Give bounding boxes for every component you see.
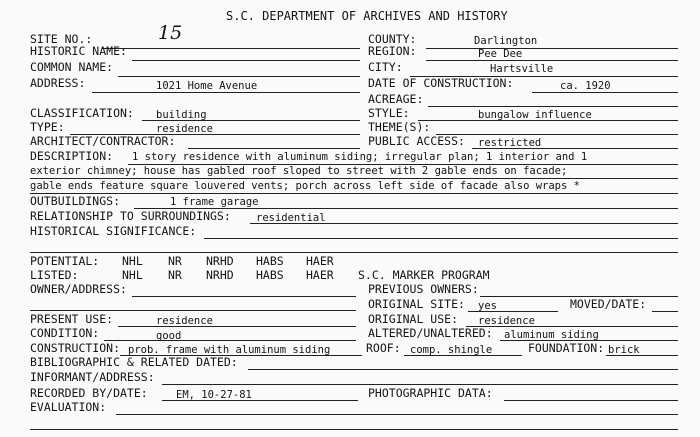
classification-value: building	[156, 109, 207, 121]
site-no-label: SITE NO.:	[30, 32, 93, 46]
public-access-label: PUBLIC ACCESS:	[368, 134, 465, 148]
present-use-line	[118, 326, 356, 327]
outbuildings-label: OUTBUILDINGS:	[30, 194, 121, 208]
recorded-by-value: EM, 10-27-81	[176, 389, 252, 401]
evaluation-line	[116, 414, 678, 415]
acreage-label: ACREAGE:	[368, 92, 424, 106]
address-label: ADDRESS:	[30, 76, 86, 90]
outbuildings-value: 1 frame garage	[170, 196, 259, 208]
significance-line	[204, 238, 678, 239]
region-line	[426, 60, 678, 61]
evaluation-label: EVALUATION:	[30, 400, 107, 414]
recorded-by-label: RECORDED BY/DATE:	[30, 386, 148, 400]
description-rule-3	[30, 193, 678, 194]
present-use-value: residence	[156, 315, 213, 327]
address-value: 1021 Home Avenue	[156, 80, 258, 92]
original-use-label: ORIGINAL USE:	[368, 312, 459, 326]
relationship-value: residential	[256, 212, 326, 224]
potential-label: POTENTIAL:	[30, 254, 100, 268]
marker-program-label: S.C. MARKER PROGRAM	[358, 268, 490, 282]
listed-haer: HAER	[306, 268, 334, 282]
potential-nr: NR	[168, 254, 182, 268]
region-label: REGION:	[368, 44, 417, 58]
county-value: Darlington	[474, 35, 538, 47]
construction-value: prob. frame with aluminum siding	[128, 344, 331, 356]
themes-line	[436, 134, 678, 135]
date-of-construction-line	[532, 92, 678, 93]
date-of-construction-label: DATE OF CONSTRUCTION:	[368, 76, 514, 90]
historic-name-label: HISTORIC NAME:	[30, 44, 127, 58]
bibliographic-line	[248, 369, 678, 370]
address-line	[92, 92, 360, 93]
site-no-value: 15	[158, 22, 183, 44]
city-label: CITY:	[368, 60, 403, 74]
owner-address-line-2	[30, 310, 356, 311]
altered-value: aluminum siding	[504, 329, 599, 341]
moved-date-label: MOVED/DATE:	[570, 297, 647, 311]
description-rule-2	[30, 178, 678, 179]
construction-label: CONSTRUCTION:	[30, 341, 121, 355]
roof-value: comp. shingle	[410, 344, 493, 356]
description-line-2: exterior chimney; house has gabled roof sloped to street with 2 gable ends on facade;	[30, 165, 568, 177]
common-name-label: COMMON NAME:	[30, 60, 114, 74]
listed-nrhd: NRHD	[206, 268, 234, 282]
previous-owners-label: PREVIOUS OWNERS:	[368, 282, 479, 296]
city-value: Hartsville	[490, 63, 554, 75]
date-of-construction-value: ca. 1920	[560, 80, 611, 92]
present-use-label: PRESENT USE:	[30, 312, 114, 326]
description-line-3: gable ends feature square louvered vents; porch across left side of facade also wraps *	[30, 180, 580, 192]
architect-label: ARCHITECT/CONTRACTOR:	[30, 134, 176, 148]
condition-line	[104, 340, 356, 341]
description-line-1: 1 story residence with aluminum siding; irregular plan; 1 interior and 1	[132, 151, 588, 163]
architect-line	[188, 148, 360, 149]
county-label: COUNTY:	[368, 32, 417, 46]
potential-habs: HABS	[256, 254, 284, 268]
evaluation-rule-2	[30, 429, 678, 430]
photographic-line	[504, 400, 678, 401]
bibliographic-label: BIBLIOGRAPHIC & RELATED DATED:	[30, 355, 238, 369]
roof-label: ROOF:	[366, 341, 401, 355]
potential-haer: HAER	[306, 254, 334, 268]
site-no-line	[102, 48, 360, 49]
listed-nr: NR	[168, 268, 182, 282]
public-access-value: restricted	[478, 137, 542, 149]
region-value: Pee Dee	[478, 48, 523, 60]
type-value: residence	[156, 123, 213, 135]
altered-label: ALTERED/UNALTERED:	[368, 326, 493, 340]
condition-label: CONDITION:	[30, 326, 100, 340]
condition-value: good	[156, 330, 182, 342]
original-site-value: yes	[478, 300, 497, 312]
foundation-value: brick	[608, 344, 640, 356]
historic-name-line	[132, 60, 360, 61]
form-title: S.C. DEPARTMENT OF ARCHIVES AND HISTORY	[226, 9, 508, 23]
type-label: TYPE:	[30, 120, 65, 134]
owner-address-line	[132, 296, 356, 297]
listed-nhl: NHL	[122, 268, 143, 282]
moved-date-line	[652, 311, 678, 312]
photographic-label: PHOTOGRAPHIC DATA:	[368, 386, 493, 400]
owner-address-label: OWNER/ADDRESS:	[30, 282, 127, 296]
relationship-label: RELATIONSHIP TO SURROUNDINGS:	[30, 209, 231, 223]
original-use-value: residence	[478, 315, 535, 327]
listed-label: LISTED:	[30, 268, 79, 282]
original-site-label: ORIGINAL SITE:	[368, 297, 465, 311]
potential-nrhd: NRHD	[206, 254, 234, 268]
significance-rule-2	[30, 252, 678, 253]
description-label: DESCRIPTION:	[30, 149, 114, 163]
potential-nhl: NHL	[122, 254, 143, 268]
style-value: bungalow influence	[478, 109, 592, 121]
county-line	[426, 48, 678, 49]
significance-label: HISTORICAL SIGNIFICANCE:	[30, 224, 197, 238]
acreage-line	[428, 106, 678, 107]
common-name-line	[118, 76, 360, 77]
style-label: STYLE:	[368, 106, 410, 120]
classification-label: CLASSIFICATION:	[30, 106, 134, 120]
themes-label: THEME(S):	[368, 120, 431, 134]
informant-label: INFORMANT/ADDRESS:	[30, 370, 155, 384]
informant-line	[162, 384, 678, 385]
foundation-label: FOUNDATION:	[528, 341, 605, 355]
listed-habs: HABS	[256, 268, 284, 282]
